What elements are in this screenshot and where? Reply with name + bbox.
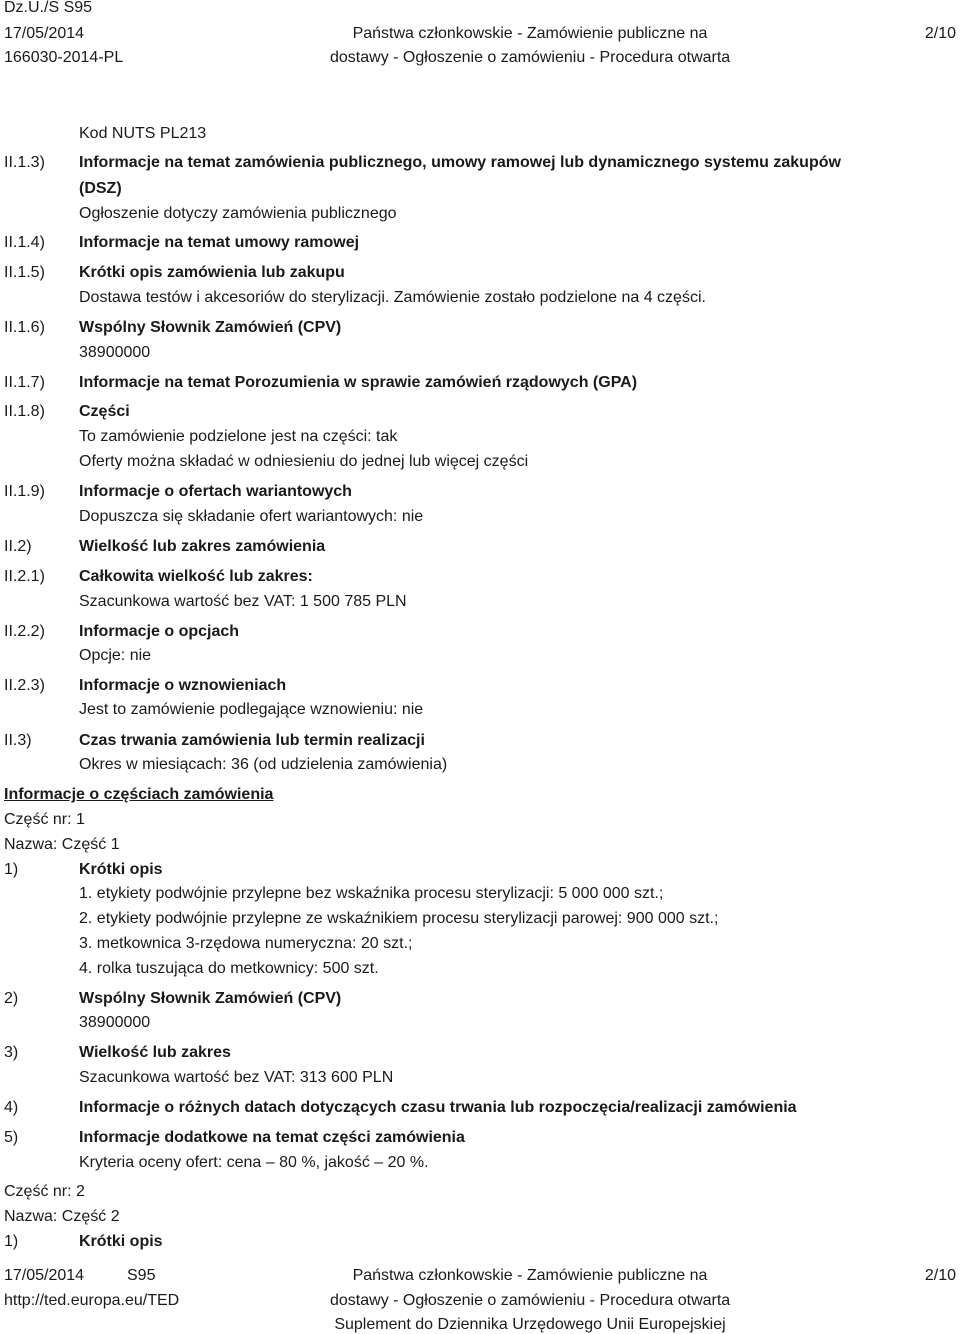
section-title: Wspólny Słownik Zamówień (CPV): [79, 319, 342, 336]
section-value: Oferty można składać w odniesieniu do jednej lub więcej części: [79, 453, 529, 470]
item-label: 1): [4, 1233, 19, 1250]
section-title: Części: [79, 403, 130, 420]
header-title-line2: dostawy - Ogłoszenie o zamówieniu - Procedura otwarta: [330, 49, 731, 66]
section-value: Ogłoszenie dotyczy zamówienia publicznego: [79, 205, 397, 222]
header-title-line1: Państwa członkowskie - Zamówienie publiczne na: [352, 25, 708, 42]
part-name: Nazwa: Część 1: [4, 836, 120, 853]
section-value: Okres w miesiącach: 36 (od udzielenia zamówienia): [79, 756, 448, 773]
item-label: 3): [4, 1044, 19, 1061]
section-label: II.3): [4, 732, 32, 749]
section-value: Szacunkowa wartość bez VAT: 1 500 785 PLN: [79, 593, 407, 610]
footer-journal: S95: [127, 1267, 156, 1284]
section-label: II.1.5): [4, 264, 45, 281]
section-title: Informacje o opcjach: [79, 623, 240, 640]
section-label: II.1.4): [4, 234, 45, 251]
item-title: Wspólny Słownik Zamówień (CPV): [79, 990, 342, 1007]
section-label: II.2.1): [4, 568, 45, 585]
list-item: 3. metkownica 3-rzędowa numeryczna: 20 szt.;: [79, 935, 413, 952]
section-title-continued: (DSZ): [79, 180, 122, 197]
part-number: Część nr: 1: [4, 811, 85, 828]
header-date: 17/05/2014: [4, 25, 85, 42]
section-value: Dopuszcza się składanie ofert wariantowych: nie: [79, 508, 424, 525]
cpv-code: 38900000: [79, 1014, 151, 1031]
section-title: Całkowita wielkość lub zakres:: [79, 568, 313, 585]
item-title: Wielkość lub zakres: [79, 1044, 231, 1061]
item-label: 5): [4, 1129, 19, 1146]
section-label: II.1.9): [4, 483, 45, 500]
list-item: 2. etykiety podwójnie przylepne ze wskaźnikiem procesu sterylizacji parowej: 900 000 szt.;: [79, 910, 719, 927]
item-title: Krótki opis: [79, 861, 163, 878]
footer-title-line2: dostawy - Ogłoszenie o zamówieniu - Procedura otwarta: [330, 1292, 731, 1309]
section-title: Informacje o wznowieniach: [79, 677, 287, 694]
footer-date: 17/05/2014: [4, 1267, 85, 1284]
part-number: Część nr: 2: [4, 1183, 85, 1200]
section-title: Informacje na temat zamówienia publicznego, umowy ramowej lub dynamicznego systemu zakupów: [79, 154, 841, 171]
item-title: Informacje o różnych datach dotyczących czasu trwania lub rozpoczęcia/realizacji zamówienia: [79, 1099, 797, 1116]
section-value: Opcje: nie: [79, 647, 152, 664]
footer-url[interactable]: http://ted.europa.eu/TED: [4, 1292, 180, 1309]
section-value: Dostawa testów i akcesoriów do sterylizacji. Zamówienie zostało podzielone na 4 części.: [79, 289, 706, 306]
parts-heading: Informacje o częściach zamówienia: [4, 786, 274, 803]
item-value: Kryteria oceny ofert: cena – 80 %, jakość – 20 %.: [79, 1154, 429, 1171]
section-title: Wielkość lub zakres zamówienia: [79, 538, 326, 555]
section-value: To zamówienie podzielone jest na części: tak: [79, 428, 398, 445]
footer-title-line3: Suplement do Dziennika Urzędowego Unii Europejskiej: [334, 1316, 726, 1333]
section-title: Krótki opis zamówienia lub zakupu: [79, 264, 345, 281]
section-title: Czas trwania zamówienia lub termin realizacji: [79, 732, 425, 749]
item-title: Krótki opis: [79, 1233, 163, 1250]
item-title: Informacje dodatkowe na temat części zamówienia: [79, 1129, 465, 1146]
item-label: 1): [4, 861, 19, 878]
list-item: 1. etykiety podwójnie przylepne bez wskaźnika procesu sterylizacji: 5 000 000 szt.;: [79, 885, 664, 902]
document-id: 166030-2014-PL: [4, 49, 124, 66]
header-page-number: 2/10: [924, 25, 956, 42]
section-label: II.2.3): [4, 677, 45, 694]
section-label: II.1.3): [4, 154, 45, 171]
section-label: II.1.8): [4, 403, 45, 420]
section-label: II.2): [4, 538, 32, 555]
footer-title-line1: Państwa członkowskie - Zamówienie publiczne na: [352, 1267, 708, 1284]
cpv-code: 38900000: [79, 344, 151, 361]
item-label: 4): [4, 1099, 19, 1116]
section-title: Informacje na temat umowy ramowej: [79, 234, 360, 251]
section-title: Informacje o ofertach wariantowych: [79, 483, 352, 500]
list-item: 4. rolka tuszująca do metkownicy: 500 szt.: [79, 960, 379, 977]
section-title: Informacje na temat Porozumienia w sprawie zamówień rządowych (GPA): [79, 374, 638, 391]
item-label: 2): [4, 990, 19, 1007]
item-value: Szacunkowa wartość bez VAT: 313 600 PLN: [79, 1069, 394, 1086]
footer-page-number: 2/10: [924, 1267, 956, 1284]
part-name: Nazwa: Część 2: [4, 1208, 120, 1225]
section-label: II.1.6): [4, 319, 45, 336]
section-label: II.1.7): [4, 374, 45, 391]
journal-ref: Dz.U./S S95: [4, 0, 93, 16]
section-label: II.2.2): [4, 623, 45, 640]
nuts-code: Kod NUTS PL213: [79, 125, 207, 142]
section-value: Jest to zamówienie podlegające wznowieniu: nie: [79, 701, 424, 718]
